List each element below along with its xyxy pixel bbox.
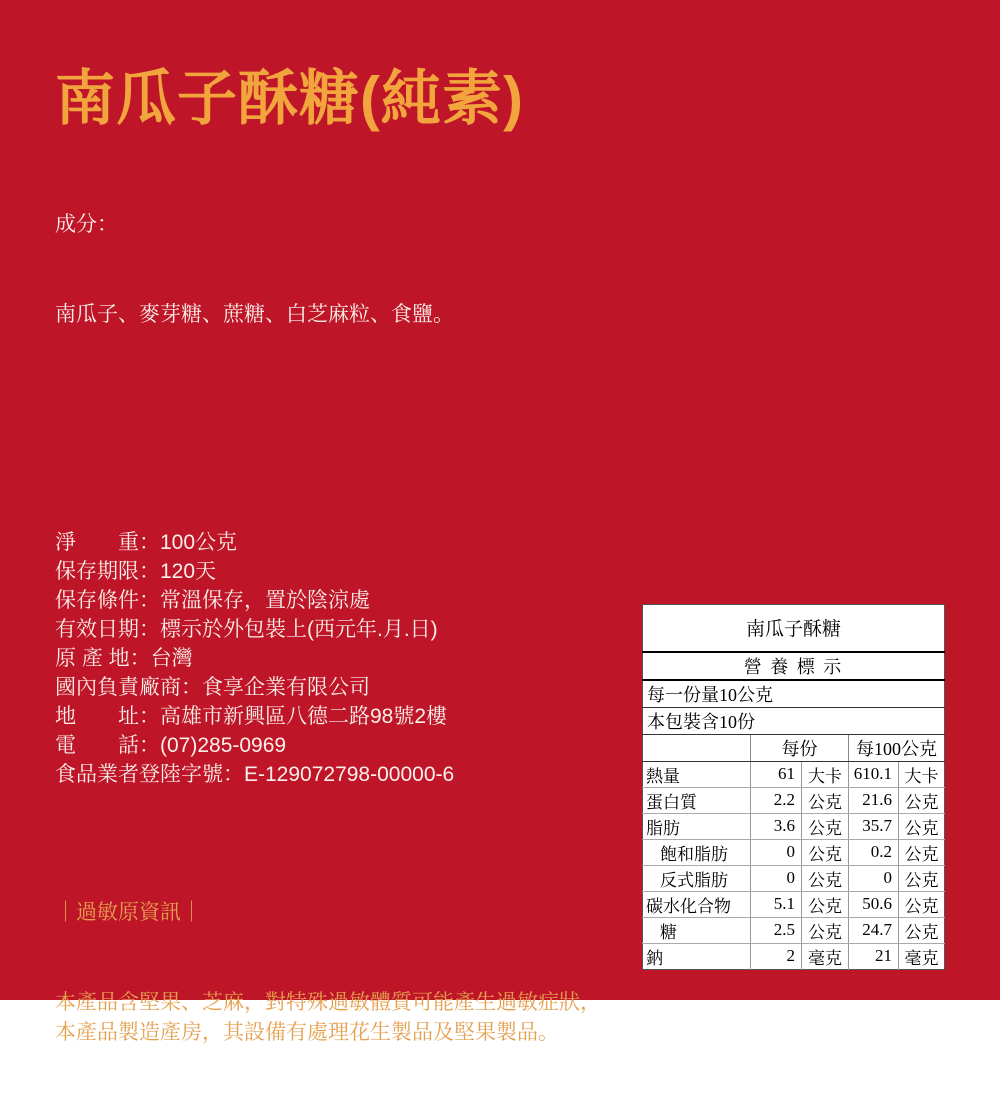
per-100g-unit: 公克 bbox=[899, 787, 945, 813]
allergen-title: ｜過敏原資訊｜ bbox=[55, 901, 202, 924]
per-100g-unit: 公克 bbox=[899, 813, 945, 839]
nutrition-row bbox=[643, 865, 945, 891]
per-serving-value: 2.5 bbox=[751, 917, 802, 943]
allergen-section bbox=[55, 838, 601, 1108]
per-100g-unit: 毫克 bbox=[899, 943, 945, 969]
per-100g-value: 0 bbox=[849, 865, 899, 891]
per-serving-value: 3.6 bbox=[751, 813, 802, 839]
ingredients-label: 成分： bbox=[55, 213, 118, 236]
per-serving-value: 61 bbox=[751, 761, 802, 787]
nutrient-name: 反式脂肪 bbox=[643, 865, 751, 891]
nutrition-row bbox=[643, 891, 945, 917]
detail-line: 保存條件：常溫保存，置於陰涼處 bbox=[55, 589, 370, 612]
serving-size: 每一份量10公克 bbox=[643, 680, 945, 708]
detail-line: 保存期限：120天 bbox=[55, 560, 217, 583]
per-serving-unit: 公克 bbox=[802, 839, 849, 865]
column-header-row bbox=[643, 734, 945, 761]
nutrient-name: 蛋白質 bbox=[643, 787, 751, 813]
nutrition-table-title-row bbox=[643, 652, 945, 680]
nutrition-table-title: 營 養 標 示 bbox=[643, 652, 945, 680]
nutrition-facts-table bbox=[642, 604, 945, 970]
per-100g-value: 21 bbox=[849, 943, 899, 969]
allergen-line: 本產品製造產房，其設備有處理花生製品及堅果製品。 bbox=[55, 1021, 559, 1044]
detail-line: 淨 重：100公克 bbox=[55, 531, 238, 554]
nutrient-name: 熱量 bbox=[643, 761, 751, 787]
nutrition-row bbox=[643, 943, 945, 969]
per-serving-unit: 大卡 bbox=[802, 761, 849, 787]
per-100g-value: 0.2 bbox=[849, 839, 899, 865]
detail-line: 原 產 地：台灣 bbox=[55, 647, 193, 670]
allergen-line: 本產品含堅果、芝麻，對特殊過敏體質可能產生過敏症狀， bbox=[55, 991, 601, 1014]
nutrient-name: 飽和脂肪 bbox=[643, 839, 751, 865]
nutrition-product-name-row bbox=[643, 605, 945, 652]
detail-line: 國內負責廠商：食享企業有限公司 bbox=[55, 676, 370, 699]
per-serving-unit: 公克 bbox=[802, 865, 849, 891]
per-serving-value: 0 bbox=[751, 865, 802, 891]
nutrition-row bbox=[643, 761, 945, 787]
nutrient-name: 脂肪 bbox=[643, 813, 751, 839]
column-header-per-100g: 每100公克 bbox=[849, 734, 945, 761]
per-serving-unit: 公克 bbox=[802, 813, 849, 839]
per-serving-value: 2 bbox=[751, 943, 802, 969]
per-serving-unit: 公克 bbox=[802, 787, 849, 813]
detail-line: 食品業者登陸字號：E-129072798-00000-6 bbox=[55, 763, 455, 786]
nutrient-name: 鈉 bbox=[646, 948, 663, 968]
per-100g-unit: 大卡 bbox=[899, 761, 945, 787]
ingredients-section bbox=[55, 150, 454, 390]
nutrient-name: 糖 bbox=[643, 917, 751, 943]
column-header-per-serving: 每份 bbox=[751, 734, 849, 761]
per-100g-value: 21.6 bbox=[849, 787, 899, 813]
product-details bbox=[55, 528, 454, 789]
servings-per-pack: 本包裝含10份 bbox=[643, 707, 945, 734]
detail-line: 地 址：高雄市新興區八德二路98號2樓 bbox=[55, 705, 448, 728]
per-serving-unit: 毫克 bbox=[802, 943, 849, 969]
detail-line: 電 話：(07)285-0969 bbox=[55, 734, 287, 757]
per-serving-unit: 公克 bbox=[802, 917, 849, 943]
per-100g-unit: 公克 bbox=[899, 891, 945, 917]
column-header-blank bbox=[643, 734, 751, 761]
ingredients-text: 南瓜子、麥芽糖、蔗糖、白芝麻粒、食鹽。 bbox=[55, 303, 454, 326]
nutrition-product-name: 南瓜子酥糖 bbox=[643, 605, 945, 652]
serving-size-row bbox=[643, 680, 945, 708]
nutrition-row bbox=[643, 917, 945, 943]
per-100g-unit: 公克 bbox=[899, 839, 945, 865]
per-100g-value: 610.1 bbox=[849, 761, 899, 787]
per-100g-unit: 公克 bbox=[899, 865, 945, 891]
per-serving-value: 0 bbox=[751, 839, 802, 865]
nutrition-row bbox=[643, 839, 945, 865]
nutrient-name: 碳水化合物 bbox=[643, 891, 751, 917]
per-100g-value: 50.6 bbox=[849, 891, 899, 917]
per-serving-unit: 公克 bbox=[802, 891, 849, 917]
per-serving-value: 2.2 bbox=[751, 787, 802, 813]
per-100g-unit: 公克 bbox=[899, 917, 945, 943]
nutrition-row bbox=[643, 813, 945, 839]
detail-line: 有效日期：標示於外包裝上(西元年.月.日) bbox=[55, 618, 438, 641]
nutrition-row bbox=[643, 787, 945, 813]
servings-per-pack-row bbox=[643, 707, 945, 734]
per-100g-value: 24.7 bbox=[849, 917, 899, 943]
product-title: 南瓜子酥糖(純素) bbox=[55, 65, 524, 132]
per-100g-value: 35.7 bbox=[849, 813, 899, 839]
allergen-text bbox=[55, 988, 601, 1048]
per-serving-value: 5.1 bbox=[751, 891, 802, 917]
